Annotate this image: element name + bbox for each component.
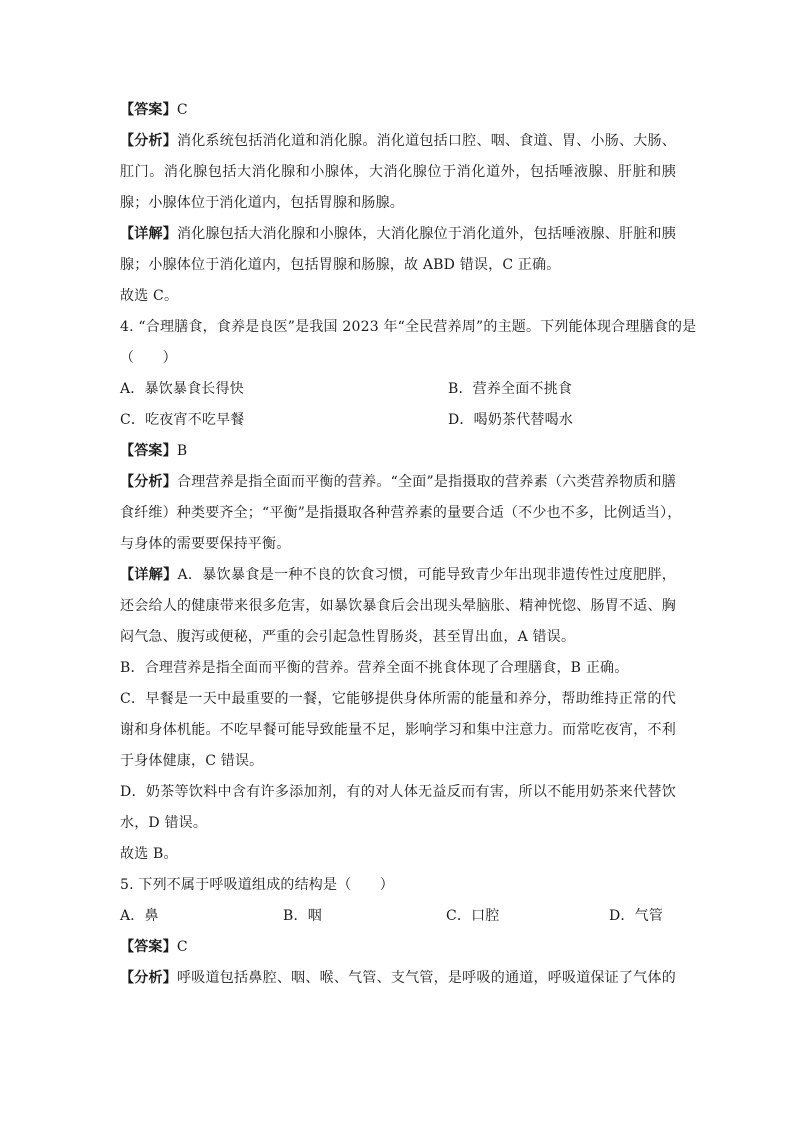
answer-value: C <box>176 102 188 118</box>
q3-analysis-line-2: 肛门。消化腺包括大消化腺和小腺体，大消化腺位于消化道外，包括唾液腺、肝脏和胰 <box>120 164 676 180</box>
q4-option-b: B．营养全面不挑食 <box>448 381 573 397</box>
q5-analysis-line-1: 【分析】呼吸道包括鼻腔、咽、喉、气管、支气管，是呼吸的通道，呼吸道保证了气体的 <box>120 970 676 986</box>
q4-body-line-5: D．奶茶等饮料中含有许多添加剂，有的对人体无益反而有害，所以不能用奶茶来代替饮 <box>120 784 676 800</box>
analysis-label: 【分析】 <box>120 970 178 986</box>
q4-detail-line-2: 还会给人的健康带来很多危害，如暴饮暴食后会出现头晕脑胀、精神恍惚、肠胃不适、胸 <box>120 598 676 614</box>
q4-stem-line-2: （ ） <box>120 350 177 366</box>
analysis-label: 【分析】 <box>120 474 177 490</box>
q4-answer <box>120 441 676 461</box>
q4-detail-line-1: 【详解】A．暴饮暴食是一种不良的饮食习惯，可能导致青少年出现非遗传性过度肥胖， <box>120 567 676 583</box>
q4-analysis-line-3: 与身体的需要要保持平衡。 <box>120 536 291 552</box>
q5-option-b: B．咽 <box>283 908 322 924</box>
q4-body-line-4: 于身体健康，C 错误。 <box>120 753 264 769</box>
q4-detail-line-3: 闷气急、腹泻或便秘，严重的会引起急性胃肠炎，甚至胃出血，A 错误。 <box>120 629 576 645</box>
answer-label: 【答案】 <box>120 443 177 459</box>
q4-stem-line-1: 4. “合理膳食，食养是良医”是我国 2023 年“全民营养周”的主题。下列能体现合理膳食的是 <box>120 319 697 335</box>
answer-value: C <box>176 939 188 955</box>
q3-conclusion: 故选 C。 <box>120 288 179 304</box>
q4-analysis-line-2: 食纤维）种类要齐全；“平衡”是指摄取各种营养素的量要合适（不少也不多，比例适当）， <box>120 505 682 521</box>
q3-detail-line-2: 腺；小腺体位于消化道内，包括胃腺和肠腺，故 ABD 错误，C 正确。 <box>120 257 561 273</box>
analysis-label: 【分析】 <box>120 133 178 149</box>
q5-stem: 5. 下列不属于呼吸道组成的结构是（ ） <box>120 877 395 893</box>
detail-label: 【详解】 <box>120 226 178 242</box>
q4-option-c: C．吃夜宵不吃早餐 <box>120 412 245 428</box>
q4-body-line-2: C．早餐是一天中最重要的一餐，它能够提供身体所需的能量和养分，帮助维持正常的代 <box>120 691 676 707</box>
q5-option-c: C．口腔 <box>446 908 500 924</box>
detail-label: 【详解】 <box>120 567 178 583</box>
q4-options-row-2 <box>120 410 676 430</box>
answer-label: 【答案】 <box>120 939 177 955</box>
q3-analysis-line-1: 【分析】消化系统包括消化道和消化腺。消化道包括口腔、咽、食道、胃、小肠、大肠、 <box>120 133 676 149</box>
q4-conclusion: 故选 B。 <box>120 846 178 862</box>
q5-answer <box>120 937 676 957</box>
q5-option-d: D．气管 <box>609 908 664 924</box>
answer-label: 【答案】 <box>120 102 177 118</box>
q3-analysis-line-3: 腺；小腺体位于消化道内，包括胃腺和肠腺。 <box>120 195 404 211</box>
answer-value: B <box>176 443 188 459</box>
q5-options-row <box>120 906 676 926</box>
q4-option-d: D．喝奶茶代替喝水 <box>448 412 574 428</box>
q3-detail-line-1: 【详解】消化腺包括大消化腺和小腺体，大消化腺位于消化道外，包括唾液腺、肝脏和胰 <box>120 226 676 242</box>
q3-answer <box>120 100 676 120</box>
q4-body-line-6: 水，D 错误。 <box>120 815 208 831</box>
q5-option-a: A．鼻 <box>120 908 159 924</box>
q4-analysis-line-1: 【分析】合理营养是指全面而平衡的营养。“全面”是指摄取的营养素（六类营养物质和膳 <box>120 474 676 490</box>
q4-body-line-1: B．合理营养是指全面而平衡的营养。营养全面不挑食体现了合理膳食，B 正确。 <box>120 660 629 676</box>
q4-options-row-1 <box>120 379 676 399</box>
q4-body-line-3: 谢和身体机能。不吃早餐可能导致能量不足，影响学习和集中注意力。而常吃夜宵，不利 <box>120 722 676 738</box>
page-content <box>120 100 697 999</box>
q4-option-a: A．暴饮暴食长得快 <box>120 381 244 397</box>
